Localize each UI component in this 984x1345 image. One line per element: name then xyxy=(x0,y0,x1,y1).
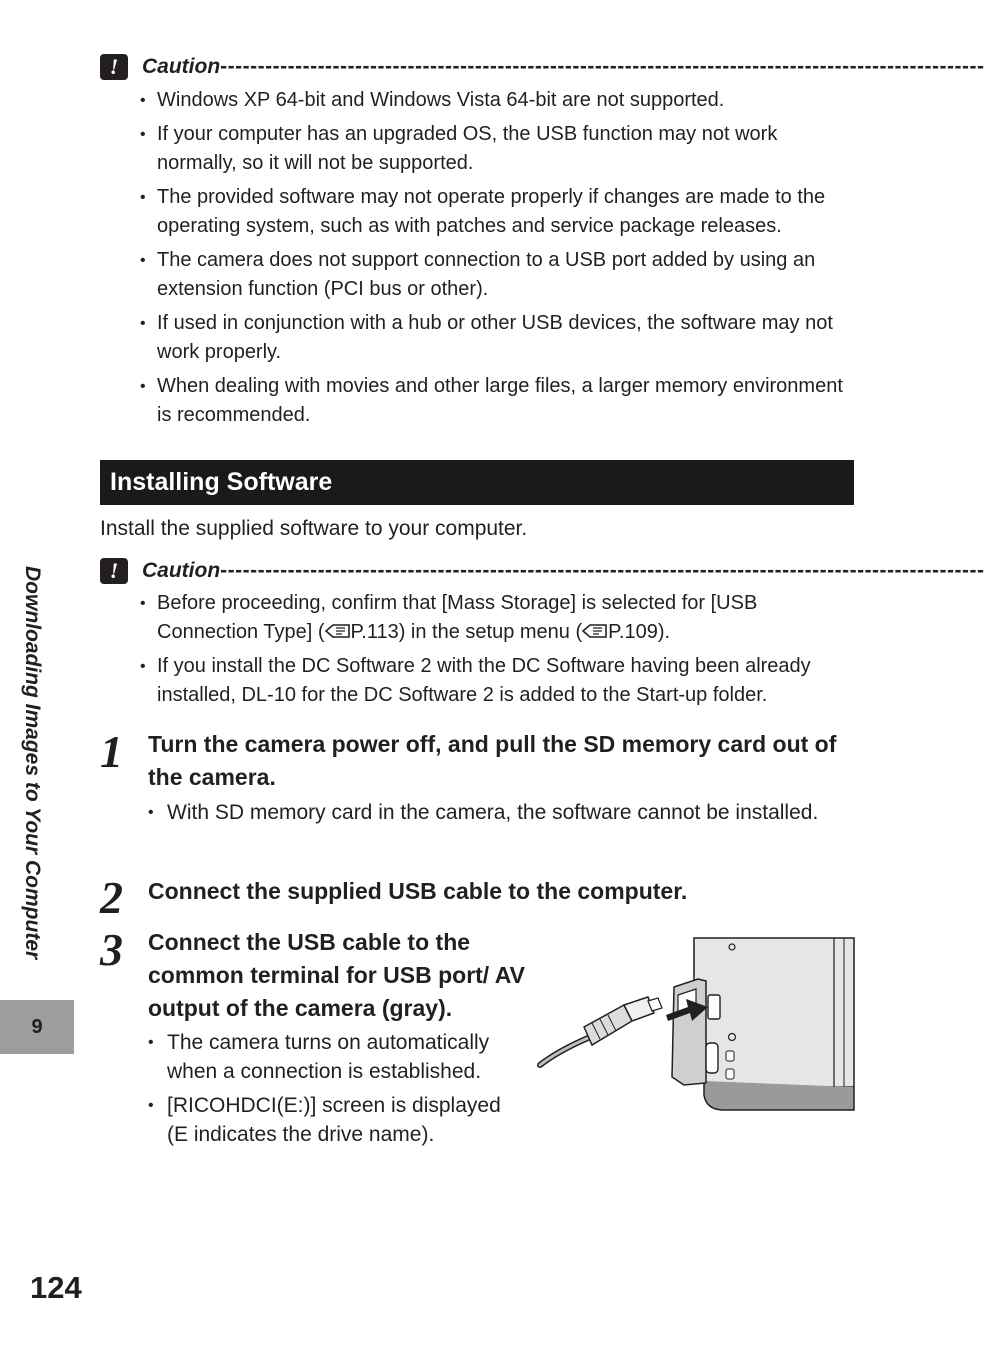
text-segment: Before proceeding, confirm that [Mass Storage] is selected for [USB Connection Type] ( xyxy=(157,592,758,643)
caution-icon: ! xyxy=(100,54,128,80)
step-title: Connect the supplied USB cable to the computer. xyxy=(148,878,688,904)
caution-heading xyxy=(100,53,984,81)
list-item: • Windows XP 64-bit and Windows Vista 64-bit are not supported. xyxy=(140,86,860,115)
list-item: • The camera does not support connection to a USB port added by using an extension function (PCI bus or other). xyxy=(140,246,860,304)
chapter-number-tab: 9 xyxy=(0,1000,74,1054)
reference-pointer-icon xyxy=(582,622,608,640)
step-bullets xyxy=(148,1028,523,1154)
step-number: 1 xyxy=(100,726,123,777)
step-title: Connect the USB cable to the common terminal for USB port/ AV output of the camera (gray). xyxy=(148,929,525,1021)
list-item: • If used in conjunction with a hub or other USB devices, the software may not work properly. xyxy=(140,309,860,367)
list-item: • With SD memory card in the camera, the software cannot be installed. xyxy=(148,798,848,827)
caution-divider: ------------------------------------------------------------------------------------------------------ xyxy=(220,55,984,78)
list-item: • If your computer has an upgraded OS, the USB function may not work normally, so it will not be supported. xyxy=(140,120,860,178)
caution-label: Caution xyxy=(142,559,221,582)
list-item: • [RICOHDCI(E:)] screen is displayed (E indicates the drive name). xyxy=(148,1091,523,1149)
caution-icon: ! xyxy=(100,558,128,584)
step-number: 3 xyxy=(100,924,123,975)
caution-divider: ------------------------------------------------------------------------------------------------------ xyxy=(220,559,984,582)
caution-label: Caution xyxy=(142,55,221,78)
list-item: • The provided software may not operate properly if changes are made to the operating system, such as with patches and service package releases. xyxy=(140,183,860,241)
caution-list xyxy=(140,589,860,715)
text-segment: P.113) in the setup menu ( xyxy=(350,621,583,643)
step-number: 2 xyxy=(100,872,123,923)
list-item: • When dealing with movies and other large files, a larger memory environment is recommended. xyxy=(140,372,860,430)
caution-heading xyxy=(100,557,984,585)
section-intro: Install the supplied software to your computer. xyxy=(100,517,528,540)
camera-usb-illustration xyxy=(538,935,856,1113)
list-item: • The camera turns on automatically when a connection is established. xyxy=(148,1028,523,1086)
reference-pointer-icon xyxy=(325,622,351,640)
step-bullets xyxy=(148,798,848,832)
page-number: 124 xyxy=(30,1270,82,1305)
step-title: Turn the camera power off, and pull the SD memory card out of the camera. xyxy=(148,731,837,790)
chapter-title: Downloading Images to Your Computer xyxy=(21,566,44,960)
section-heading: Installing Software xyxy=(100,460,854,505)
list-item xyxy=(140,589,860,647)
caution-list xyxy=(140,86,860,435)
text-segment: P.109). xyxy=(608,621,671,643)
list-item: • If you install the DC Software 2 with the DC Software having been already installed, DL-10 for the DC Software 2 is added to the Start-up folder. xyxy=(140,652,860,710)
